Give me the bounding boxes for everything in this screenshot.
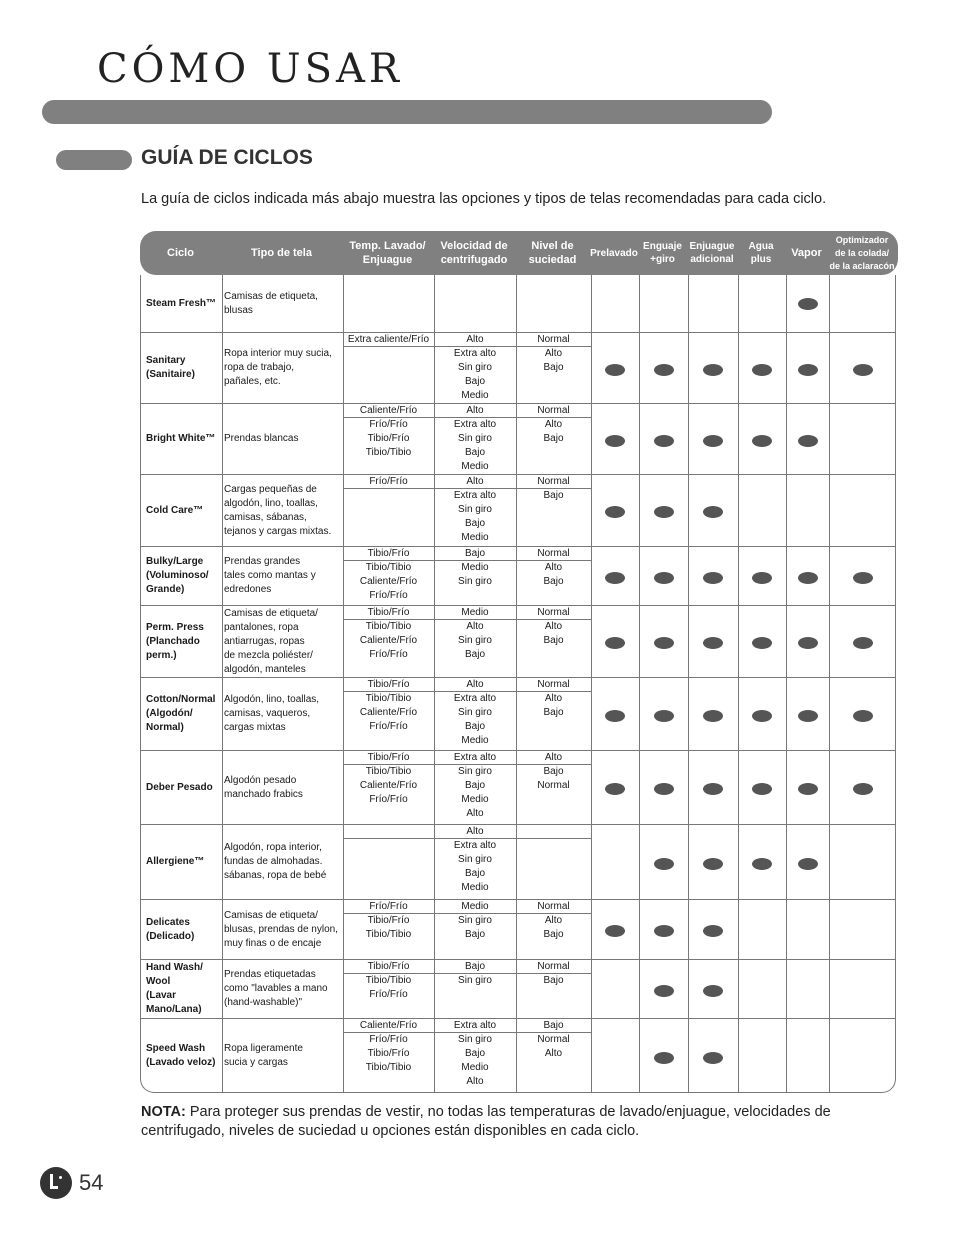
cycle-name: Deber Pesado (146, 781, 213, 793)
fabric-type: Prendas etiquetadas como "lavables a mano (hand-washable)" (224, 969, 328, 1008)
option-available-dot (605, 710, 625, 722)
option-available-dot (703, 783, 723, 795)
option-available-dot (654, 858, 674, 870)
option-available-dot (798, 364, 818, 376)
spin-value: Alto (434, 475, 516, 489)
spin-value: Alto (434, 333, 516, 347)
option-available-dot (605, 925, 625, 937)
option-available-dot (853, 572, 873, 584)
option-available-dot (605, 435, 625, 447)
spin-value: Bajo (434, 547, 516, 561)
cycle-name: Hand Wash/ Wool (Lavar Mano/Lana) (146, 962, 203, 1015)
option-available-dot (798, 435, 818, 447)
soil-value: Normal (516, 900, 591, 914)
temp-value: Tibio/Tibio Caliente/Frío Frío/Frío (359, 693, 418, 732)
cycle-name: Sanitary (Sanitaire) (146, 355, 195, 380)
spin-value: Medio Sin giro (458, 562, 492, 587)
header-ciclo: Ciclo (167, 247, 194, 259)
option-available-dot (654, 637, 674, 649)
table-row (141, 824, 896, 899)
temp-value: Tibio/Frío Tibio/Tibio (365, 915, 412, 940)
soil-value: Normal (516, 678, 591, 692)
option-available-dot (798, 858, 818, 870)
cycle-name: Bright White™ (146, 433, 216, 444)
option-available-dot (853, 364, 873, 376)
cycle-name: Cotton/Normal (Algodón/ Normal) (146, 694, 216, 733)
temp-value: Caliente/Frío (343, 1019, 434, 1033)
spin-value: Alto (434, 404, 516, 418)
spin-value: Extra alto Sin giro Bajo Medio (453, 490, 497, 543)
table-row (141, 899, 896, 959)
soil-value: Alto Bajo (543, 348, 564, 373)
fabric-type: Camisas de etiqueta, blusas (224, 290, 318, 316)
option-available-dot (798, 572, 818, 584)
spin-value: Sin giro Bajo Medio Alto (458, 1034, 492, 1087)
temp-value: Tibio/Tibio Frío/Frío (365, 975, 412, 1000)
option-available-dot (798, 637, 818, 649)
header-nivel: Nivel de suciedad (528, 240, 577, 266)
spin-value: Sin giro (458, 975, 492, 986)
soil-value: Bajo (516, 1019, 591, 1033)
fabric-type: Prendas blancas (224, 433, 299, 444)
table-row (141, 275, 896, 332)
cycle-name: Steam Fresh™ (146, 297, 217, 309)
option-available-dot (853, 637, 873, 649)
soil-value: Normal (516, 606, 591, 620)
option-available-dot (703, 858, 723, 870)
temp-value: Tibio/Frío (343, 547, 434, 561)
spin-value: Extra alto Sin giro Bajo Medio (453, 419, 497, 472)
note-label: NOTA: (141, 1104, 186, 1120)
temp-value: Tibio/Frío (343, 751, 434, 765)
table-header (140, 231, 898, 275)
temp-value: Tibio/Tibio Caliente/Frío Frío/Frío (359, 562, 418, 601)
option-available-dot (752, 572, 772, 584)
soil-value: Bajo (543, 490, 564, 501)
soil-value: Normal (516, 404, 591, 418)
cycle-name: Perm. Press (Planchado perm.) (146, 621, 204, 661)
soil-value: Alto Bajo (543, 621, 564, 646)
fabric-type: Prendas grandes tales como mantas y edredones (224, 556, 316, 595)
option-available-dot (798, 783, 818, 795)
header-bar (42, 100, 772, 124)
soil-value: Normal (516, 547, 591, 561)
temp-value: Tibio/Tibio Caliente/Frío Frío/Frío (359, 766, 418, 805)
header-optimizador: Optimizador de la colada/ de la aclaracón (829, 234, 895, 271)
soil-value: Normal Alto (537, 1034, 570, 1059)
intro-text: La guía de ciclos indicada más abajo muestra las opciones y tipos de telas recomendadas para cada ciclo. (141, 191, 827, 207)
option-available-dot (703, 435, 723, 447)
header-vapor: Vapor (791, 247, 822, 259)
fabric-type: Cargas pequeñas de algodón, lino, toallas, camisas, sábanas, tejanos y cargas mixtas. (224, 483, 332, 537)
soil-value: Alto (516, 751, 591, 765)
temp-value: Frío/Frío Tibio/Frío Tibio/Tibio (365, 419, 412, 458)
temp-value: Frío/Frío Tibio/Frío Tibio/Tibio (365, 1034, 412, 1073)
option-available-dot (853, 710, 873, 722)
page-title: CÓMO USAR (97, 46, 403, 92)
spin-value: Extra alto Sin giro Bajo Medio (453, 348, 497, 401)
option-available-dot (703, 985, 723, 997)
option-available-dot (605, 572, 625, 584)
spin-value: Medio (434, 606, 516, 620)
lg-logo-icon (40, 1167, 72, 1199)
header-enjuague-adicional: Enjuague adicional (689, 241, 735, 265)
temp-value: Extra caliente/Frío (343, 333, 434, 347)
option-available-dot (752, 858, 772, 870)
table-row (141, 546, 896, 605)
soil-value: Bajo Normal (537, 766, 570, 791)
temp-value: Frío/Frío (343, 900, 434, 914)
soil-value (516, 825, 591, 839)
spin-value: Extra alto Sin giro Bajo Medio (453, 693, 497, 746)
option-available-dot (798, 298, 818, 310)
soil-value: Alto Bajo (543, 419, 564, 444)
soil-value: Alto Bajo (543, 915, 564, 940)
fabric-type: Ropa ligeramente sucia y cargas (224, 1043, 303, 1068)
soil-value: Alto Bajo (543, 693, 564, 718)
soil-value: Alto Bajo (543, 562, 564, 587)
temp-value: Frío/Frío (343, 475, 434, 489)
option-available-dot (605, 364, 625, 376)
fabric-type: Algodón, lino, toallas, camisas, vaqueros, cargas mixtas (224, 694, 320, 733)
option-available-dot (752, 710, 772, 722)
section-title: GUÍA DE CICLOS (141, 146, 313, 169)
table-row (141, 332, 896, 403)
option-available-dot (752, 637, 772, 649)
option-available-dot (853, 783, 873, 795)
spin-value: Sin giro Bajo Medio Alto (458, 766, 492, 819)
table-row (141, 605, 896, 677)
option-available-dot (703, 572, 723, 584)
header-enguaje-giro: Enguaje +giro (643, 241, 682, 265)
option-available-dot (654, 435, 674, 447)
cycle-table (140, 275, 896, 1093)
fabric-type: Camisas de etiqueta/ pantalones, ropa antiarrugas, ropas de mezcla poliéster/ algodón, manteles (224, 607, 318, 675)
spin-value: Extra alto (434, 751, 516, 765)
temp-value: Tibio/Frío (343, 960, 434, 974)
option-available-dot (703, 925, 723, 937)
option-available-dot (654, 572, 674, 584)
option-available-dot (798, 710, 818, 722)
temp-value: Tibio/Frío (343, 678, 434, 692)
option-available-dot (703, 364, 723, 376)
option-available-dot (752, 783, 772, 795)
cycle-name: Delicates (Delicado) (146, 916, 195, 942)
temp-value: Caliente/Frío (343, 404, 434, 418)
cycle-name: Allergiene™ (146, 856, 205, 867)
temp-value: Tibio/Tibio Caliente/Frío Frío/Frío (359, 621, 418, 660)
section-pill (56, 150, 132, 170)
fabric-type: Camisas de etiqueta/ blusas, prendas de nylon, muy finas o de encaje (224, 909, 338, 949)
fabric-type: Ropa interior muy sucia, ropa de trabajo, pañales, etc. (224, 348, 332, 387)
header-agua-plus: Agua plus (748, 241, 774, 265)
option-available-dot (703, 1052, 723, 1064)
soil-value: Normal (516, 475, 591, 489)
fabric-type: Algodón pesado manchado frabics (224, 774, 303, 800)
page-number: 54 (79, 1170, 104, 1195)
spin-value: Bajo (434, 960, 516, 974)
note-text: Para proteger sus prendas de vestir, no todas las temperaturas de lavado/enjuague, velocidades de centrifugado, niveles de suciedad u opciones están disponibles en cada ciclo. (141, 1104, 831, 1139)
spin-value: Alto (434, 825, 516, 839)
header-prelavado: Prelavado (590, 247, 638, 259)
option-available-dot (654, 783, 674, 795)
option-available-dot (752, 435, 772, 447)
option-available-dot (703, 637, 723, 649)
cycle-name: Speed Wash (Lavado veloz) (146, 1043, 216, 1068)
table-row (141, 959, 896, 1018)
note (141, 1103, 901, 1141)
option-available-dot (703, 710, 723, 722)
cycle-name: Bulky/Large (Voluminoso/ Grande) (146, 556, 209, 595)
option-available-dot (605, 637, 625, 649)
option-available-dot (703, 506, 723, 518)
spin-value: Medio (434, 900, 516, 914)
soil-value: Bajo (543, 975, 564, 986)
soil-value: Normal (516, 960, 591, 974)
option-available-dot (654, 506, 674, 518)
soil-value: Normal (516, 333, 591, 347)
table-row (141, 677, 896, 750)
spin-value: Sin giro Bajo (458, 915, 492, 940)
spin-value: Extra alto Sin giro Bajo Medio (453, 840, 497, 893)
table-row (141, 403, 896, 474)
option-available-dot (654, 925, 674, 937)
option-available-dot (654, 985, 674, 997)
header-temp: Temp. Lavado/ Enjuague (349, 240, 426, 266)
header-tipo-de-tela: Tipo de tela (251, 247, 312, 259)
option-available-dot (605, 783, 625, 795)
option-available-dot (605, 506, 625, 518)
table-row (141, 474, 896, 546)
option-available-dot (654, 1052, 674, 1064)
spin-value: Extra alto (434, 1019, 516, 1033)
spin-value: Alto Sin giro Bajo (458, 621, 492, 660)
option-available-dot (752, 364, 772, 376)
fabric-type: Algodón, ropa interior, fundas de almohadas. sábanas, ropa de bebé (224, 842, 327, 881)
cycle-name: Cold Care™ (146, 504, 204, 516)
temp-value: Tibio/Frío (343, 606, 434, 620)
option-available-dot (654, 364, 674, 376)
header-velocidad: Velocidad de centrifugado (440, 240, 508, 266)
option-available-dot (654, 710, 674, 722)
temp-value (343, 825, 434, 839)
table-row (141, 750, 896, 824)
spin-value: Alto (434, 678, 516, 692)
table-row (141, 1018, 896, 1093)
